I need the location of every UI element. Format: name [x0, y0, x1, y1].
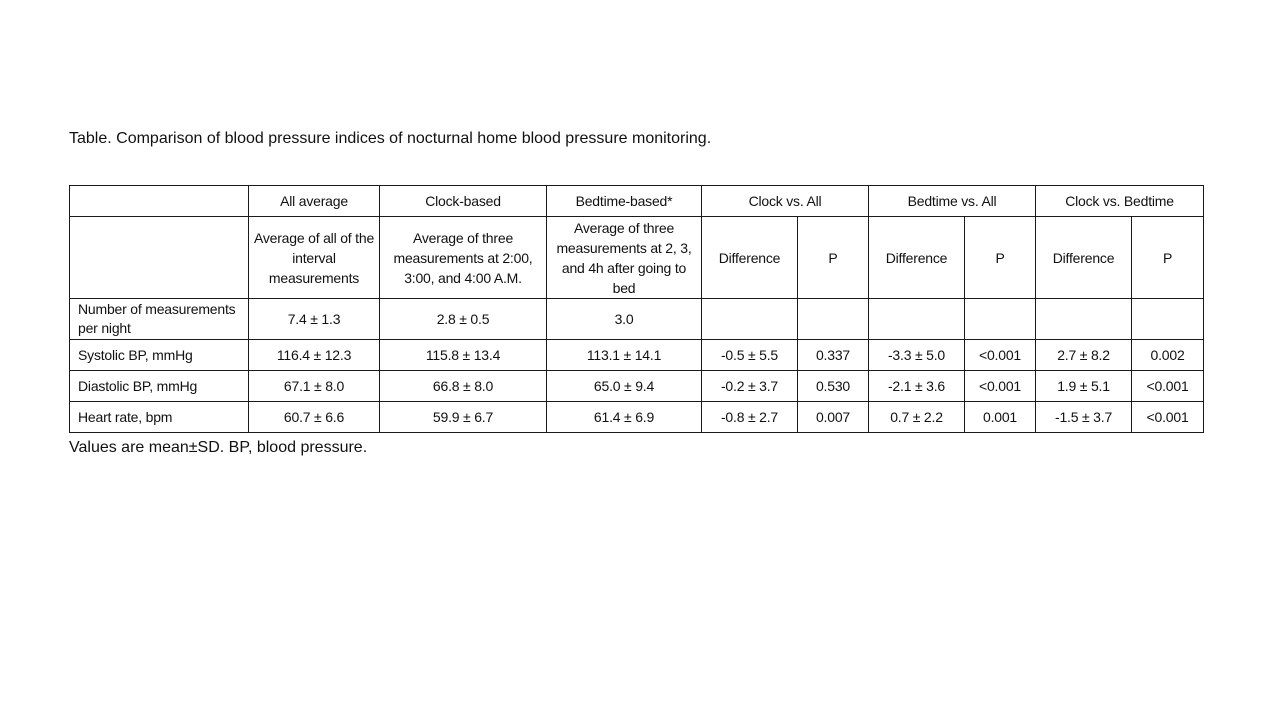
cell-clock-all-difference: -0.2 ± 3.7: [702, 371, 798, 402]
cell-clock-all-p: 0.530: [798, 371, 869, 402]
header-clock-vs-bedtime: Clock vs. Bedtime: [1036, 186, 1204, 217]
subheader-difference: Difference: [702, 217, 798, 299]
cell-all-average: 60.7 ± 6.6: [249, 402, 380, 433]
cell-clock-bedtime-difference: [1036, 299, 1132, 340]
header-clock-based: Clock-based: [380, 186, 547, 217]
cell-clock-all-p: 0.007: [798, 402, 869, 433]
subheader-difference: Difference: [1036, 217, 1132, 299]
cell-clock-based: 59.9 ± 6.7: [380, 402, 547, 433]
subheader-corner-cell: [70, 217, 249, 299]
cell-clock-all-difference: [702, 299, 798, 340]
header-row: [70, 186, 1204, 217]
table-caption: Table. Comparison of blood pressure indices of nocturnal home blood pressure monitoring.: [69, 130, 712, 147]
cell-clock-bedtime-p: <0.001: [1132, 371, 1204, 402]
header-corner-cell: [70, 186, 249, 217]
header-bedtime-based: Bedtime-based*: [547, 186, 702, 217]
header-all-average: All average: [249, 186, 380, 217]
cell-clock-bedtime-difference: 2.7 ± 8.2: [1036, 340, 1132, 371]
header-bedtime-vs-all: Bedtime vs. All: [869, 186, 1036, 217]
cell-all-average: 67.1 ± 8.0: [249, 371, 380, 402]
bp-comparison-table: [69, 185, 1204, 433]
subheader-difference: Difference: [869, 217, 965, 299]
cell-clock-bedtime-p: 0.002: [1132, 340, 1204, 371]
cell-clock-all-p: [798, 299, 869, 340]
row-label: Diastolic BP, mmHg: [70, 371, 249, 402]
cell-clock-bedtime-difference: 1.9 ± 5.1: [1036, 371, 1132, 402]
cell-bedtime-all-difference: -2.1 ± 3.6: [869, 371, 965, 402]
cell-bedtime-based: 113.1 ± 14.1: [547, 340, 702, 371]
cell-bedtime-based: 3.0: [547, 299, 702, 340]
cell-bedtime-all-p: [965, 299, 1036, 340]
subheader-bedtime-description: Average of three measurements at 2, 3, and 4h after going to bed: [547, 217, 702, 299]
cell-bedtime-all-p: <0.001: [965, 371, 1036, 402]
cell-bedtime-based: 65.0 ± 9.4: [547, 371, 702, 402]
cell-bedtime-based: 61.4 ± 6.9: [547, 402, 702, 433]
table-row: [70, 371, 1204, 402]
row-label: Heart rate, bpm: [70, 402, 249, 433]
cell-all-average: 7.4 ± 1.3: [249, 299, 380, 340]
cell-clock-all-p: 0.337: [798, 340, 869, 371]
cell-clock-bedtime-p: <0.001: [1132, 402, 1204, 433]
cell-clock-based: 66.8 ± 8.0: [380, 371, 547, 402]
cell-bedtime-all-difference: -3.3 ± 5.0: [869, 340, 965, 371]
subheader-clock-description: Average of three measurements at 2:00, 3:00, and 4:00 A.M.: [380, 217, 547, 299]
row-label: Systolic BP, mmHg: [70, 340, 249, 371]
cell-bedtime-all-p: 0.001: [965, 402, 1036, 433]
cell-bedtime-all-difference: [869, 299, 965, 340]
header-clock-vs-all: Clock vs. All: [702, 186, 869, 217]
cell-clock-based: 2.8 ± 0.5: [380, 299, 547, 340]
table-row: [70, 402, 1204, 433]
subheader-p: P: [798, 217, 869, 299]
table-row: [70, 340, 1204, 371]
table-row: [70, 299, 1204, 340]
cell-clock-bedtime-difference: -1.5 ± 3.7: [1036, 402, 1132, 433]
cell-bedtime-all-difference: 0.7 ± 2.2: [869, 402, 965, 433]
subheader-row: [70, 217, 1204, 299]
cell-clock-all-difference: -0.5 ± 5.5: [702, 340, 798, 371]
cell-clock-bedtime-p: [1132, 299, 1204, 340]
subheader-p: P: [1132, 217, 1204, 299]
cell-bedtime-all-p: <0.001: [965, 340, 1036, 371]
subheader-all-description: Average of all of the interval measurements: [249, 217, 380, 299]
row-label: Number of measurements per night: [70, 299, 249, 340]
cell-clock-all-difference: -0.8 ± 2.7: [702, 402, 798, 433]
table-footnote: Values are mean±SD. BP, blood pressure.: [69, 439, 368, 456]
subheader-p: P: [965, 217, 1036, 299]
cell-all-average: 116.4 ± 12.3: [249, 340, 380, 371]
cell-clock-based: 115.8 ± 13.4: [380, 340, 547, 371]
